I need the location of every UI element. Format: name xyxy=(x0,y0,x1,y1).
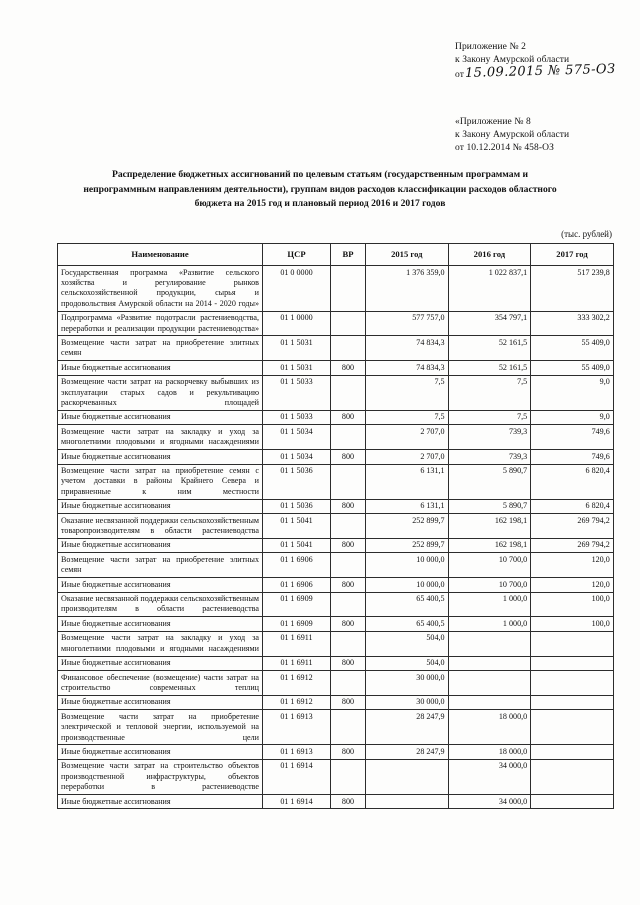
cell-csr: 01 1 6909 xyxy=(263,592,331,617)
table-row xyxy=(58,499,614,513)
cell-csr: 01 1 5034 xyxy=(263,450,331,464)
cell-year-2017 xyxy=(531,671,614,696)
cell-vr xyxy=(331,336,366,361)
cell-year-2015: 504,0 xyxy=(366,631,449,656)
table-row xyxy=(58,710,614,745)
table-row xyxy=(58,266,614,312)
cell-vr: 800 xyxy=(331,578,366,592)
cell-name: Иные бюджетные ассигнования xyxy=(58,745,263,759)
cell-vr: 800 xyxy=(331,795,366,809)
cell-csr: 01 1 6909 xyxy=(263,617,331,631)
cell-name: Возмещение части затрат на закладку и уход за многолетними плодовыми и ягодными насаждениями xyxy=(58,631,263,656)
table-row xyxy=(58,538,614,552)
cell-vr xyxy=(331,592,366,617)
cell-year-2015: 28 247,9 xyxy=(366,745,449,759)
cell-vr: 800 xyxy=(331,450,366,464)
table-row xyxy=(58,311,614,336)
cell-name: Возмещение части затрат на раскорчевку выбывших из эксплуатации старых садов и рекультивацию раскорчеванных площадей xyxy=(58,375,263,410)
cell-vr: 800 xyxy=(331,695,366,709)
cell-year-2015: 28 247,9 xyxy=(366,710,449,745)
table-row xyxy=(58,514,614,539)
cell-name: Иные бюджетные ассигнования xyxy=(58,450,263,464)
cell-vr xyxy=(331,464,366,499)
cell-vr: 800 xyxy=(331,361,366,375)
appendix-primary-date-prefix: от xyxy=(455,70,464,80)
table-row xyxy=(58,631,614,656)
cell-year-2015 xyxy=(366,795,449,809)
table-row xyxy=(58,671,614,696)
handwritten-date-annotation: 15.09.2015 № 575-ОЗ xyxy=(464,61,616,81)
cell-csr: 01 1 5034 xyxy=(263,425,331,450)
cell-csr: 01 1 5036 xyxy=(263,499,331,513)
cell-csr: 01 1 5033 xyxy=(263,410,331,424)
document-title-line-3: бюджета на 2015 год и плановый период 2016 и 2017 годов xyxy=(194,198,446,209)
cell-name: Возмещение части затрат на закладку и уход за многолетними плодовыми и ягодными насаждениями xyxy=(58,425,263,450)
cell-year-2016: 18 000,0 xyxy=(448,710,531,745)
cell-year-2016: 52 161,5 xyxy=(448,361,531,375)
cell-vr xyxy=(331,311,366,336)
cell-csr: 01 1 6911 xyxy=(263,656,331,670)
cell-year-2017: 100,0 xyxy=(531,617,614,631)
cell-year-2015: 2 707,0 xyxy=(366,425,449,450)
table-row xyxy=(58,695,614,709)
column-header-name: Наименование xyxy=(58,244,263,266)
cell-year-2016: 34 000,0 xyxy=(448,795,531,809)
cell-name: Иные бюджетные ассигнования xyxy=(58,499,263,513)
table-header xyxy=(58,244,614,266)
cell-year-2016: 34 000,0 xyxy=(448,759,531,794)
cell-year-2017: 9,0 xyxy=(531,375,614,410)
cell-csr: 01 1 6914 xyxy=(263,759,331,794)
appendix-primary-title: Приложение № 2 xyxy=(455,42,526,52)
cell-csr: 01 1 6913 xyxy=(263,710,331,745)
cell-year-2016 xyxy=(448,656,531,670)
cell-csr: 01 1 6914 xyxy=(263,795,331,809)
cell-year-2016: 10 700,0 xyxy=(448,578,531,592)
cell-year-2016: 1 000,0 xyxy=(448,617,531,631)
cell-year-2015: 74 834,3 xyxy=(366,336,449,361)
cell-name: Финансовое обеспечение (возмещение) части затрат на строительство современных теплиц xyxy=(58,671,263,696)
table-row xyxy=(58,464,614,499)
table-header-row xyxy=(58,244,614,266)
cell-name: Оказание несвязанной поддержки сельскохозяйственным товаропроизводителям в области растениеводства xyxy=(58,514,263,539)
cell-year-2016: 18 000,0 xyxy=(448,745,531,759)
cell-year-2017: 269 794,2 xyxy=(531,538,614,552)
table-row xyxy=(58,795,614,809)
cell-name: Иные бюджетные ассигнования xyxy=(58,617,263,631)
cell-year-2015: 10 000,0 xyxy=(366,578,449,592)
cell-year-2016: 10 700,0 xyxy=(448,553,531,578)
cell-name: Иные бюджетные ассигнования xyxy=(58,578,263,592)
cell-csr: 01 1 6906 xyxy=(263,553,331,578)
cell-year-2015: 7,5 xyxy=(366,410,449,424)
cell-name: Государственная программа «Развитие сельского хозяйства и регулирование рынков сельскохозяйственной продукции, сырья и продовольствия Амурской области на 2014 - 2020 годы» xyxy=(58,266,263,312)
table-row xyxy=(58,410,614,424)
cell-year-2017: 749,6 xyxy=(531,450,614,464)
cell-year-2017: 517 239,8 xyxy=(531,266,614,312)
table-row xyxy=(58,375,614,410)
units-note: (тыс. рублей) xyxy=(561,229,612,239)
cell-vr xyxy=(331,425,366,450)
cell-name: Возмещение части затрат на приобретение электрической и тепловой энергии, используемой на производственные цели xyxy=(58,710,263,745)
cell-name: Иные бюджетные ассигнования xyxy=(58,795,263,809)
cell-year-2016: 7,5 xyxy=(448,410,531,424)
cell-name: Подпрограмма «Развитие подотрасли растениеводства, переработки и реализации продукции растениеводства» xyxy=(58,311,263,336)
appendix-reference-primary xyxy=(455,41,616,82)
cell-year-2015: 10 000,0 xyxy=(366,553,449,578)
cell-csr: 01 1 5033 xyxy=(263,375,331,410)
column-header-vr: ВР xyxy=(331,244,366,266)
cell-year-2015: 1 376 359,0 xyxy=(366,266,449,312)
cell-year-2015: 6 131,1 xyxy=(366,464,449,499)
cell-year-2015: 7,5 xyxy=(366,375,449,410)
cell-year-2016: 354 797,1 xyxy=(448,311,531,336)
table-row xyxy=(58,592,614,617)
cell-name: Иные бюджетные ассигнования xyxy=(58,410,263,424)
cell-year-2017 xyxy=(531,745,614,759)
cell-year-2016: 7,5 xyxy=(448,375,531,410)
cell-year-2016: 739,3 xyxy=(448,425,531,450)
cell-year-2015: 2 707,0 xyxy=(366,450,449,464)
cell-year-2015: 577 757,0 xyxy=(366,311,449,336)
cell-name: Возмещение части затрат на приобретение элитных семян xyxy=(58,336,263,361)
cell-year-2017 xyxy=(531,656,614,670)
cell-year-2016: 162 198,1 xyxy=(448,538,531,552)
cell-year-2015: 6 131,1 xyxy=(366,499,449,513)
cell-year-2015 xyxy=(366,759,449,794)
cell-vr xyxy=(331,710,366,745)
cell-csr: 01 1 6911 xyxy=(263,631,331,656)
cell-name: Иные бюджетные ассигнования xyxy=(58,695,263,709)
cell-csr: 01 1 5031 xyxy=(263,336,331,361)
cell-csr: 01 1 5041 xyxy=(263,514,331,539)
cell-year-2016 xyxy=(448,631,531,656)
cell-year-2017 xyxy=(531,759,614,794)
document-title-line-1: Распределение бюджетных ассигнований по целевым статьям (государственным программам и xyxy=(111,169,529,180)
cell-year-2016 xyxy=(448,695,531,709)
cell-csr: 01 1 5031 xyxy=(263,361,331,375)
cell-year-2017: 6 820,4 xyxy=(531,464,614,499)
table-body xyxy=(58,266,614,809)
cell-year-2016: 162 198,1 xyxy=(448,514,531,539)
cell-vr: 800 xyxy=(331,617,366,631)
cell-year-2017 xyxy=(531,795,614,809)
column-header-year-2015: 2015 год xyxy=(366,244,449,266)
appendix-quoted-date: от 10.12.2014 № 458-ОЗ xyxy=(455,143,554,153)
column-header-year-2016: 2016 год xyxy=(448,244,531,266)
cell-name: Иные бюджетные ассигнования xyxy=(58,538,263,552)
cell-year-2016 xyxy=(448,671,531,696)
cell-vr xyxy=(331,266,366,312)
cell-year-2016: 1 022 837,1 xyxy=(448,266,531,312)
cell-year-2016: 5 890,7 xyxy=(448,464,531,499)
document-title xyxy=(58,168,582,212)
document-title-line-2: непрограммным направлениям деятельности), группам видов расходов классификации расходов областного xyxy=(83,183,557,195)
cell-year-2017: 120,0 xyxy=(531,578,614,592)
appendix-quoted-title: «Приложение № 8 xyxy=(455,117,531,127)
cell-csr: 01 1 0000 xyxy=(263,311,331,336)
cell-name: Оказание несвязанной поддержки сельскохозяйственным производителям в области растениеводства xyxy=(58,592,263,617)
cell-vr xyxy=(331,759,366,794)
table-row xyxy=(58,450,614,464)
table-row xyxy=(58,578,614,592)
appendix-primary-date-row xyxy=(455,61,616,82)
cell-csr: 01 1 5036 xyxy=(263,464,331,499)
cell-name: Возмещение части затрат на приобретение семян с учетом доставки в районы Крайнего Севера и приравненные к ним местности xyxy=(58,464,263,499)
cell-name: Возмещение части затрат на строительство объектов производственной инфраструктуры, объектов переработки в растениеводстве xyxy=(58,759,263,794)
cell-csr: 01 1 6912 xyxy=(263,695,331,709)
cell-year-2017 xyxy=(531,710,614,745)
cell-year-2015: 74 834,3 xyxy=(366,361,449,375)
cell-year-2017: 100,0 xyxy=(531,592,614,617)
cell-year-2015: 30 000,0 xyxy=(366,695,449,709)
cell-name: Иные бюджетные ассигнования xyxy=(58,656,263,670)
cell-year-2015: 252 899,7 xyxy=(366,538,449,552)
budget-allocation-table xyxy=(57,243,614,809)
cell-year-2017: 9,0 xyxy=(531,410,614,424)
table-row xyxy=(58,617,614,631)
cell-vr xyxy=(331,671,366,696)
column-header-csr: ЦСР xyxy=(263,244,331,266)
cell-vr: 800 xyxy=(331,410,366,424)
cell-year-2016: 739,3 xyxy=(448,450,531,464)
table-row xyxy=(58,361,614,375)
cell-year-2015: 504,0 xyxy=(366,656,449,670)
cell-vr: 800 xyxy=(331,656,366,670)
table-row xyxy=(58,336,614,361)
cell-year-2015: 65 400,5 xyxy=(366,617,449,631)
cell-name: Возмещение части затрат на приобретение элитных семян xyxy=(58,553,263,578)
cell-year-2017: 749,6 xyxy=(531,425,614,450)
appendix-quoted-law: к Закону Амурской области xyxy=(455,130,570,140)
cell-csr: 01 1 6912 xyxy=(263,671,331,696)
cell-year-2017: 120,0 xyxy=(531,553,614,578)
cell-year-2017: 269 794,2 xyxy=(531,514,614,539)
cell-vr xyxy=(331,631,366,656)
cell-year-2016: 52 161,5 xyxy=(448,336,531,361)
cell-vr xyxy=(331,553,366,578)
appendix-primary-law: к Закону Амурской области xyxy=(455,55,570,65)
cell-csr: 01 1 6913 xyxy=(263,745,331,759)
cell-year-2017 xyxy=(531,631,614,656)
table-row xyxy=(58,553,614,578)
cell-year-2015: 65 400,5 xyxy=(366,592,449,617)
appendix-reference-quoted xyxy=(455,116,569,155)
cell-csr: 01 1 5041 xyxy=(263,538,331,552)
cell-year-2015: 252 899,7 xyxy=(366,514,449,539)
cell-year-2016: 5 890,7 xyxy=(448,499,531,513)
table-row xyxy=(58,425,614,450)
cell-csr: 01 0 0000 xyxy=(263,266,331,312)
cell-year-2017: 6 820,4 xyxy=(531,499,614,513)
table-row xyxy=(58,745,614,759)
table-row xyxy=(58,759,614,794)
cell-vr: 800 xyxy=(331,745,366,759)
table-row xyxy=(58,656,614,670)
cell-name: Иные бюджетные ассигнования xyxy=(58,361,263,375)
cell-year-2017: 333 302,2 xyxy=(531,311,614,336)
column-header-year-2017: 2017 год xyxy=(531,244,614,266)
cell-vr: 800 xyxy=(331,499,366,513)
cell-vr xyxy=(331,375,366,410)
cell-vr xyxy=(331,514,366,539)
cell-year-2016: 1 000,0 xyxy=(448,592,531,617)
cell-csr: 01 1 6906 xyxy=(263,578,331,592)
cell-year-2017: 55 409,0 xyxy=(531,336,614,361)
cell-year-2017: 55 409,0 xyxy=(531,361,614,375)
cell-vr: 800 xyxy=(331,538,366,552)
cell-year-2015: 30 000,0 xyxy=(366,671,449,696)
cell-year-2017 xyxy=(531,695,614,709)
